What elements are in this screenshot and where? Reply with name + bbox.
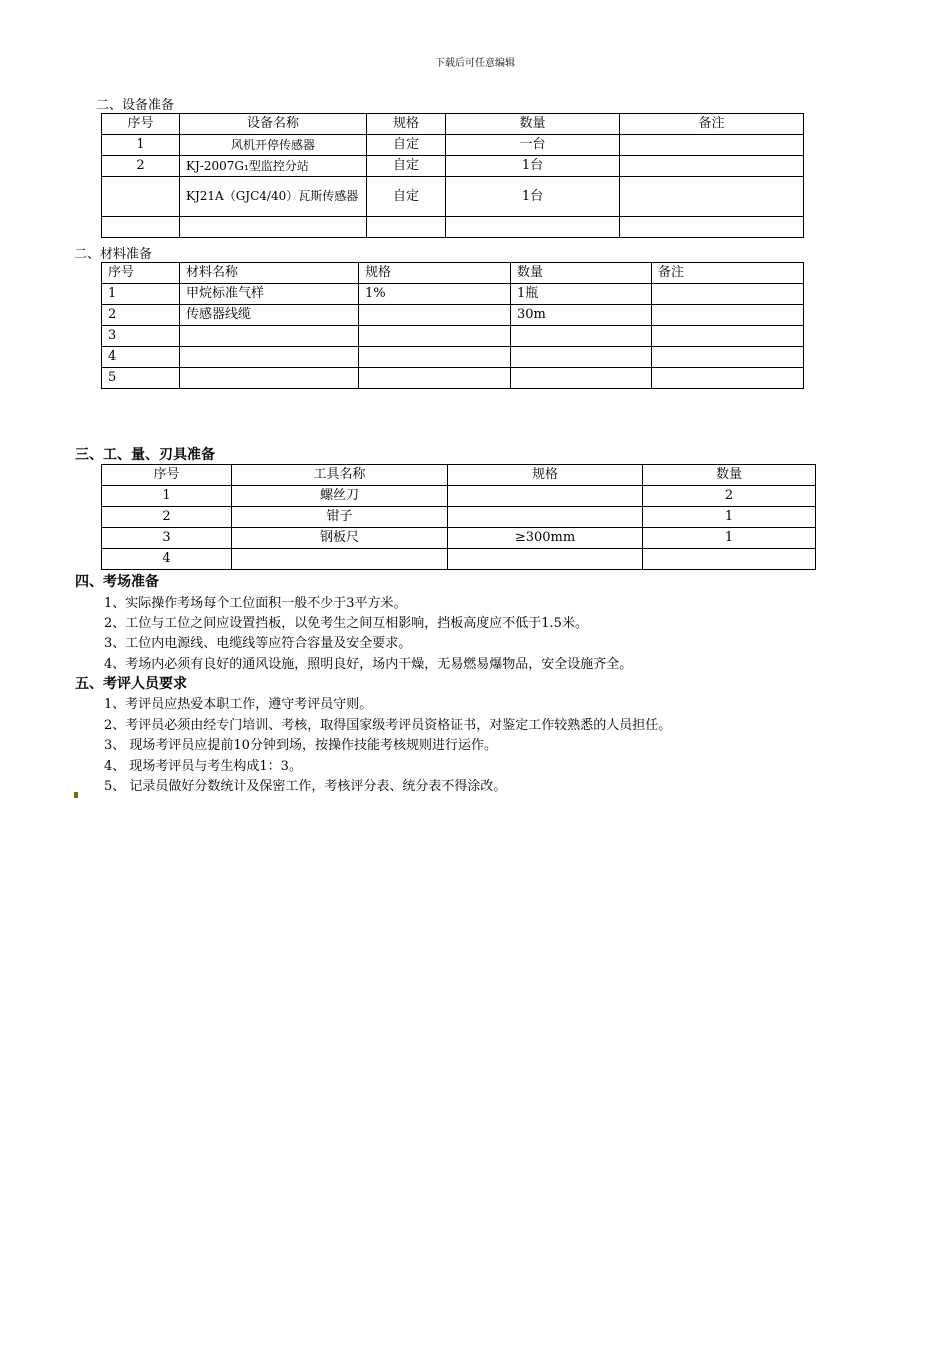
materials-table (101, 262, 804, 389)
header-cell: 规格 (359, 263, 511, 284)
venue-section-title: 四、考场准备 (75, 574, 159, 590)
table-cell (652, 305, 804, 326)
table-cell: 一台 (446, 135, 620, 156)
header-cell: 序号 (102, 263, 180, 284)
table-cell (511, 368, 652, 389)
table-cell (232, 549, 448, 570)
table-cell (511, 347, 652, 368)
table-cell (643, 549, 816, 570)
table-row (102, 305, 804, 326)
table-cell: 1 (102, 284, 180, 305)
table-cell: 4 (102, 347, 180, 368)
table-cell (446, 217, 620, 238)
venue-item-4: 4、考场内必须有良好的通风设施，照明良好，场内干燥，无易燃易爆物品，安全设施齐全。 (104, 657, 633, 672)
table-cell (180, 217, 367, 238)
examiner-section-title: 五、考评人员要求 (75, 676, 187, 692)
header-cell: 规格 (367, 114, 446, 135)
table-cell (367, 217, 446, 238)
table-row (102, 549, 816, 570)
table-cell: 2 (102, 305, 180, 326)
examiner-item-2: 2、考评员必须由经专门培训、考核，取得国家级考评员资格证书，对鉴定工作较熟悉的人员担任。 (104, 718, 672, 733)
header-cell: 备注 (652, 263, 804, 284)
table-cell (359, 326, 511, 347)
table-header-row (102, 114, 804, 135)
table-cell: 螺丝刀 (232, 486, 448, 507)
table-cell: ≥300mm (448, 528, 643, 549)
table-cell (359, 368, 511, 389)
table-cell (448, 486, 643, 507)
table-cell: 风机开停传感器 (180, 135, 367, 156)
header-cell: 材料名称 (180, 263, 359, 284)
table-row (102, 217, 804, 238)
table-cell: 5 (102, 368, 180, 389)
header-cell: 序号 (102, 114, 180, 135)
table-row (102, 368, 804, 389)
table-cell (620, 177, 804, 217)
table-cell: 自定 (367, 177, 446, 217)
examiner-item-4: 4、 现场考评员与考生构成1：3。 (104, 759, 302, 774)
table-cell (180, 347, 359, 368)
table-cell (511, 326, 652, 347)
table-cell: 2 (102, 507, 232, 528)
table-cell (448, 507, 643, 528)
table-cell: 1% (359, 284, 511, 305)
table-row (102, 326, 804, 347)
table-cell (180, 368, 359, 389)
header-cell: 设备名称 (180, 114, 367, 135)
examiner-item-5: 5、 记录员做好分数统计及保密工作，考核评分表、统分表不得涂改。 (104, 779, 507, 794)
table-row (102, 528, 816, 549)
table-cell: 自定 (367, 135, 446, 156)
table-cell: 钳子 (232, 507, 448, 528)
table-cell: 1瓶 (511, 284, 652, 305)
table-cell: 3 (102, 528, 232, 549)
table-cell (102, 217, 180, 238)
examiner-item-1: 1、考评员应热爱本职工作，遵守考评员守则。 (104, 697, 373, 712)
table-row (102, 177, 804, 217)
table-cell (652, 368, 804, 389)
table-cell: 传感器线缆 (180, 305, 359, 326)
header-cell: 序号 (102, 465, 232, 486)
table-row (102, 156, 804, 177)
table-cell: 4 (102, 549, 232, 570)
venue-item-1: 1、实际操作考场每个工位面积一般不少于3平方米。 (104, 596, 407, 611)
materials-section-title: 二、材料准备 (74, 247, 153, 262)
venue-item-3: 3、工位内电源线、电缆线等应符合容量及安全要求。 (104, 636, 412, 651)
table-cell: 1台 (446, 156, 620, 177)
table-cell (102, 177, 180, 217)
table-row (102, 135, 804, 156)
tools-section-title: 三、工、量、刃具准备 (75, 447, 215, 463)
equipment-table (101, 113, 804, 238)
table-cell: 1 (643, 507, 816, 528)
header-note: 下载后可任意编辑 (435, 58, 515, 69)
table-row (102, 486, 816, 507)
table-cell (359, 305, 511, 326)
table-cell: 甲烷标准气样 (180, 284, 359, 305)
header-cell: 数量 (511, 263, 652, 284)
table-cell (652, 326, 804, 347)
table-row (102, 507, 816, 528)
table-cell (620, 217, 804, 238)
table-cell: 1台 (446, 177, 620, 217)
table-cell (448, 549, 643, 570)
table-cell: 1 (643, 528, 816, 549)
table-row (102, 284, 804, 305)
equipment-section-title: 二、设备准备 (96, 98, 175, 113)
table-cell: 2 (102, 156, 180, 177)
examiner-item-3: 3、 现场考评员应提前10分钟到场，按操作技能考核规则进行运作。 (104, 738, 497, 753)
table-cell: KJ-2007G₁型监控分站 (180, 156, 367, 177)
header-cell: 工具名称 (232, 465, 448, 486)
table-cell (620, 135, 804, 156)
header-cell: 数量 (446, 114, 620, 135)
table-header-row (102, 465, 816, 486)
table-cell: 1 (102, 486, 232, 507)
table-header-row (102, 263, 804, 284)
table-cell: 自定 (367, 156, 446, 177)
table-cell (359, 347, 511, 368)
table-cell: 钢板尺 (232, 528, 448, 549)
table-cell: 30m (511, 305, 652, 326)
table-cell (180, 326, 359, 347)
table-cell: 3 (102, 326, 180, 347)
header-cell: 备注 (620, 114, 804, 135)
header-cell: 规格 (448, 465, 643, 486)
venue-item-2: 2、工位与工位之间应设置挡板，以免考生之间互相影响，挡板高度应不低于1.5米。 (104, 616, 588, 631)
table-cell: 2 (643, 486, 816, 507)
table-cell: KJ21A（GJC4/40）瓦斯传感器 (180, 177, 367, 217)
table-cell: 1 (102, 135, 180, 156)
table-row (102, 347, 804, 368)
tools-table (101, 464, 816, 570)
table-cell (652, 284, 804, 305)
table-cell (620, 156, 804, 177)
header-cell: 数量 (643, 465, 816, 486)
anchor-marker (74, 792, 78, 798)
table-cell (652, 347, 804, 368)
